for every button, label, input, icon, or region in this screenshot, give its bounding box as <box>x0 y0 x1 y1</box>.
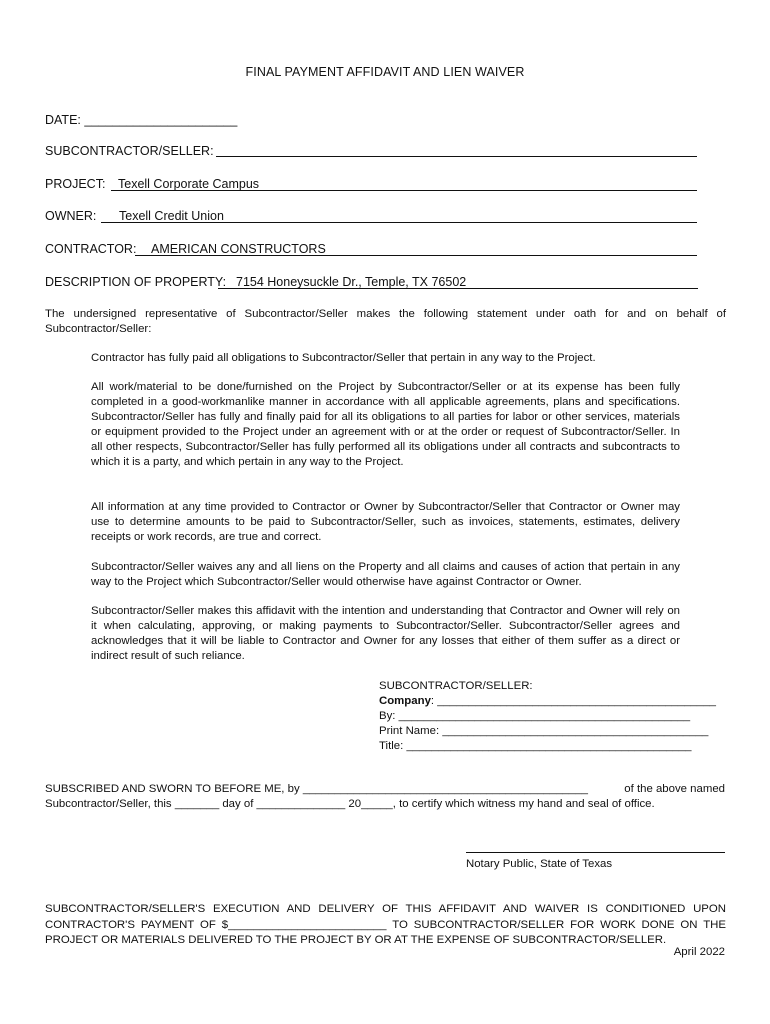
sworn-text-2a: Subcontractor/Seller, this <box>45 798 172 810</box>
sworn-text-c: of the above named <box>624 783 725 795</box>
document-title: FINAL PAYMENT AFFIDAVIT AND LIEN WAIVER <box>245 65 525 79</box>
contractor-label: CONTRACTOR: <box>45 242 137 256</box>
execution-text-b: TO SUBCONTRACTOR/SELLER FOR WORK DONE ON THE PROJECT OR MATERIALS DELIVERED TO THE PROJECT BY OR AT THE EXPENSE OF SUBCONTRACTOR/SELLER. <box>45 918 726 947</box>
statement-paragraph-5: Subcontractor/Seller makes this affidavit with the intention and understanding that Contractor and Owner will rely on it when calculating, approving, or making payments to Subcontractor/Seller. Subcontractor/Seller agrees and acknowledges that it will be liable to Contractor and Owner for any losses that either of them suffer as a direct or indirect result of such reliance. <box>91 605 680 662</box>
date-label: DATE: <box>45 113 81 127</box>
company-label: Company <box>379 695 431 707</box>
sworn-month-blank[interactable]: ______________ <box>256 798 346 810</box>
sworn-text-2c: day of <box>222 798 254 810</box>
contractor-value: AMERICAN CONSTRUCTORS <box>151 242 326 256</box>
statement-paragraph-1: Contractor has fully paid all obligations to Subcontractor/Seller that pertain in any way to the Project. <box>91 352 596 364</box>
owner-label: OWNER: <box>45 209 97 223</box>
date-blank: ______________________ <box>84 113 238 127</box>
statement-paragraph-3: All information at any time provided to Contractor or Owner by Subcontractor/Seller that Contractor or Owner may use to determine amounts to be paid to Subcontractor/Seller, such as invoices, statements, estimates, delivery receipts or work records, are true and correct. <box>91 501 680 543</box>
sworn-text-a: SUBSCRIBED AND SWORN TO BEFORE ME, by <box>45 783 300 795</box>
title-line: _____________________________________________ <box>406 740 692 752</box>
payment-amount-blank[interactable]: _________________________ <box>228 918 387 931</box>
by-field[interactable] <box>379 709 690 724</box>
statement-paragraph-2: All work/material to be done/furnished on the Project by Subcontractor/Seller or at its expense has been fully completed in a good-workmanlike manner in accordance with all applicable agreements, plans and specifications. Subcontractor/Seller has fully and finally paid for all its obligations to all parties for labor or other services, materials or equipment provided to the Project under an agreement with or at the order or request of Subcontractor/Seller. In all other respects, Subcontractor/Seller has fully performed all its obligations under all contracts and subcontracts to which it is a party, and which pertain in any way to the Project. <box>91 381 680 468</box>
property-value: 7154 Honeysuckle Dr., Temple, TX 76502 <box>236 275 467 289</box>
execution-paragraph <box>45 902 726 949</box>
revision-date: April 2022 <box>673 946 725 958</box>
owner-value: Texell Credit Union <box>119 209 224 223</box>
project-label: PROJECT: <box>45 177 106 191</box>
statement-intro: The undersigned representative of Subcontractor/Seller makes the following statement under oath for and on behalf of Subcontractor/Seller: <box>45 308 726 335</box>
by-label: By: <box>379 710 396 722</box>
execution-text-a: SUBCONTRACTOR/SELLER'S EXECUTION AND DELIVERY OF THIS AFFIDAVIT AND WAIVER IS CONDITIONED UPON CONTRACTOR'S PAYMENT OF $ <box>45 903 726 931</box>
subcontractor-label: SUBCONTRACTOR/SELLER: <box>45 144 214 158</box>
sworn-text-2e: 20_____, to certify which witness my hand and seal of office. <box>348 798 655 810</box>
company-field[interactable] <box>379 694 716 709</box>
print-name-label: Print Name: <box>379 725 440 737</box>
company-line: ____________________________________________ <box>437 695 716 707</box>
print-name-field[interactable] <box>379 724 708 739</box>
print-name-line: __________________________________________ <box>442 725 709 737</box>
notary-label: Notary Public, State of Texas <box>466 858 613 870</box>
company-colon: : <box>430 695 435 707</box>
sworn-line-2 <box>45 798 655 810</box>
sworn-day-blank[interactable]: _______ <box>174 798 220 810</box>
signature-heading: SUBCONTRACTOR/SELLER: <box>379 680 533 692</box>
sworn-line-1 <box>45 783 588 795</box>
sworn-name-blank[interactable]: _____________________________________________ <box>302 783 588 795</box>
title-label: Title: <box>379 740 404 752</box>
title-field[interactable] <box>379 739 692 754</box>
property-label: DESCRIPTION OF PROPERTY: <box>45 275 227 289</box>
statement-paragraph-4: Subcontractor/Seller waives any and all liens on the Property and all claims and causes of action that pertain in any way to the Project which Subcontractor/Seller would otherwise have against Contractor or Owner. <box>91 561 680 588</box>
date-field[interactable] <box>45 113 237 127</box>
by-line: ______________________________________________ <box>398 710 691 722</box>
notary-signature-line[interactable] <box>466 852 725 853</box>
project-value: Texell Corporate Campus <box>118 177 260 191</box>
subcontractor-field-line[interactable] <box>216 156 697 157</box>
